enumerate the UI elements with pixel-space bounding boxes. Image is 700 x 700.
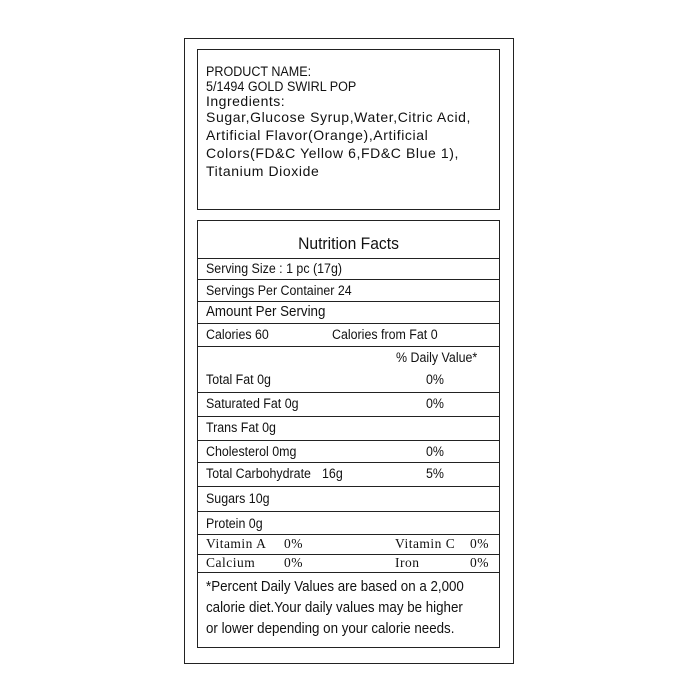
footnote-line: or lower depending on your calorie needs.	[206, 621, 455, 637]
total-carbohydrate-amount: 16g	[322, 466, 343, 481]
total-fat-row	[198, 346, 499, 392]
iron-label: Iron	[395, 555, 420, 570]
cholesterol-dv: 0%	[426, 444, 444, 459]
saturated-fat: Saturated Fat 0g	[206, 396, 299, 411]
ingredients-line: Sugar,Glucose Syrup,Water,Citric Acid,	[206, 109, 472, 125]
total-carbohydrate-row	[198, 462, 499, 486]
vitamin-c-label: Vitamin C	[395, 536, 456, 551]
protein-row	[198, 511, 499, 534]
ingredients-line: Colors(FD&C Yellow 6,FD&C Blue 1),	[206, 145, 460, 161]
saturated-fat-dv: 0%	[426, 396, 444, 411]
total-fat-dv: 0%	[426, 372, 444, 387]
vitamin-a-label: Vitamin A	[206, 536, 267, 551]
total-fat: Total Fat 0g	[206, 372, 271, 387]
cholesterol: Cholesterol 0mg	[206, 444, 297, 459]
total-carbohydrate: Total Carbohydrate	[206, 466, 311, 481]
product-name-label: PRODUCT NAME:	[206, 64, 312, 79]
trans-fat: Trans Fat 0g	[206, 420, 276, 435]
vitamin-c-value: 0%	[470, 536, 489, 551]
servings-per-container-row	[198, 279, 499, 301]
saturated-fat-row	[198, 392, 499, 416]
vitamin-row	[198, 534, 499, 554]
daily-value-footnote	[206, 577, 464, 640]
mineral-row	[198, 554, 499, 572]
trans-fat-row	[198, 416, 499, 440]
sugars-row	[198, 486, 499, 511]
calories: Calories 60	[206, 327, 269, 342]
serving-size: Serving Size : 1 pc (17g)	[206, 261, 343, 276]
vitamin-a-value: 0%	[284, 536, 303, 551]
ingredients-panel	[197, 49, 500, 210]
ingredients-label: Ingredients:	[206, 93, 286, 109]
nutrition-facts-panel	[197, 220, 500, 648]
footnote-divider	[198, 572, 499, 573]
protein: Protein 0g	[206, 516, 263, 531]
sugars: Sugars 10g	[206, 491, 270, 506]
nutrition-facts-title: Nutrition Facts	[298, 234, 399, 253]
amount-per-serving-row	[198, 301, 499, 323]
total-carbohydrate-dv: 5%	[426, 466, 444, 481]
product-name-value: 5/1494 GOLD SWIRL POP	[206, 79, 357, 94]
calories-from-fat: Calories from Fat 0	[332, 327, 438, 342]
footnote-line: *Percent Daily Values are based on a 2,000	[206, 579, 464, 595]
cholesterol-row	[198, 440, 499, 462]
amount-per-serving: Amount Per Serving	[206, 304, 326, 320]
ingredients-line: Artificial Flavor(Orange),Artificial	[206, 127, 429, 143]
daily-value-header: % Daily Value*	[396, 350, 478, 365]
iron-value: 0%	[470, 555, 489, 570]
serving-size-row	[198, 258, 499, 279]
ingredients-line: Titanium Dioxide	[206, 163, 320, 179]
calcium-label: Calcium	[206, 555, 256, 570]
servings-per-container: Servings Per Container 24	[206, 283, 352, 298]
calcium-value: 0%	[284, 555, 303, 570]
footnote-line: calorie diet.Your daily values may be higher	[206, 600, 463, 616]
calories-row	[198, 323, 499, 346]
